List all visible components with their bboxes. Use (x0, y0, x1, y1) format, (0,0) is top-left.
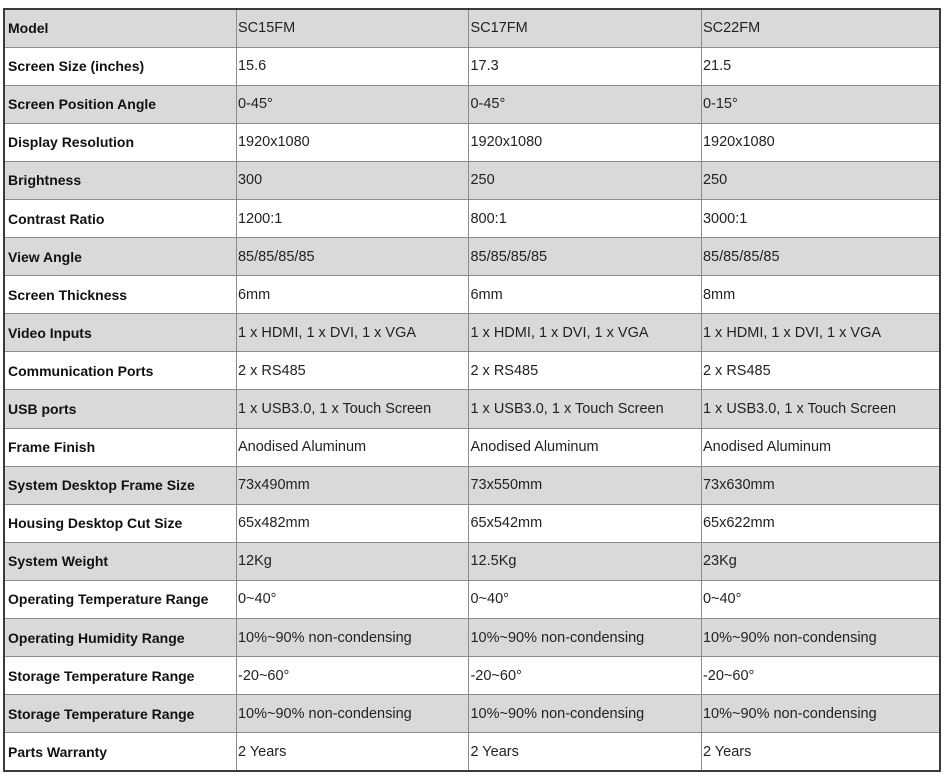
spec-table-body (4, 9, 940, 771)
table-row (4, 47, 940, 85)
spec-value-cell: 17.3 (469, 47, 701, 85)
row-label: USB ports (4, 390, 236, 428)
spec-value-cell: 800:1 (469, 199, 701, 237)
row-label: System Desktop Frame Size (4, 466, 236, 504)
table-row (4, 428, 940, 466)
row-label: Screen Position Angle (4, 85, 236, 123)
spec-value-cell: 23Kg (701, 542, 940, 580)
spec-value-cell: 0-45° (236, 85, 468, 123)
spec-value-cell: 250 (469, 161, 701, 199)
spec-value-cell: 10%~90% non-condensing (236, 695, 468, 733)
spec-value-cell: 2 x RS485 (701, 352, 940, 390)
table-row (4, 733, 940, 771)
spec-value-cell: 0~40° (236, 580, 468, 618)
spec-value-cell: 73x630mm (701, 466, 940, 504)
row-label: Display Resolution (4, 123, 236, 161)
table-row (4, 466, 940, 504)
row-label: Video Inputs (4, 314, 236, 352)
spec-value-cell: 10%~90% non-condensing (469, 695, 701, 733)
spec-value-cell: -20~60° (469, 657, 701, 695)
spec-value-cell: 1 x USB3.0, 1 x Touch Screen (469, 390, 701, 428)
spec-value-cell: 2 x RS485 (469, 352, 701, 390)
row-label: System Weight (4, 542, 236, 580)
spec-value-cell: 85/85/85/85 (236, 238, 468, 276)
spec-value-cell: 1 x HDMI, 1 x DVI, 1 x VGA (236, 314, 468, 352)
spec-value-cell: 3000:1 (701, 199, 940, 237)
spec-value-cell: 73x490mm (236, 466, 468, 504)
row-label: View Angle (4, 238, 236, 276)
spec-value-cell: 300 (236, 161, 468, 199)
spec-value-cell: 12.5Kg (469, 542, 701, 580)
spec-value-cell: 2 Years (236, 733, 468, 771)
spec-value-cell: 65x482mm (236, 504, 468, 542)
spec-value-cell: 8mm (701, 276, 940, 314)
spec-value-cell: 10%~90% non-condensing (469, 619, 701, 657)
spec-value-cell: 1 x HDMI, 1 x DVI, 1 x VGA (469, 314, 701, 352)
spec-value-cell: 65x622mm (701, 504, 940, 542)
spec-value-cell: Anodised Aluminum (701, 428, 940, 466)
spec-value-cell: 10%~90% non-condensing (236, 619, 468, 657)
spec-value-cell: Anodised Aluminum (469, 428, 701, 466)
spec-value-cell: -20~60° (236, 657, 468, 695)
table-header-row (4, 9, 940, 47)
spec-value-cell: 1920x1080 (469, 123, 701, 161)
spec-value-cell: 65x542mm (469, 504, 701, 542)
table-row (4, 199, 940, 237)
model-cell: SC15FM (236, 9, 468, 47)
spec-value-cell: 1 x USB3.0, 1 x Touch Screen (701, 390, 940, 428)
spec-value-cell: 15.6 (236, 47, 468, 85)
table-row (4, 695, 940, 733)
spec-value-cell: 1200:1 (236, 199, 468, 237)
spec-value-cell: 2 x RS485 (236, 352, 468, 390)
spec-value-cell: 10%~90% non-condensing (701, 619, 940, 657)
spec-value-cell: 6mm (236, 276, 468, 314)
row-label: Contrast Ratio (4, 199, 236, 237)
spec-value-cell: 2 Years (469, 733, 701, 771)
table-row (4, 619, 940, 657)
row-label: Storage Temperature Range (4, 657, 236, 695)
table-row (4, 542, 940, 580)
table-row (4, 85, 940, 123)
spec-table (3, 8, 941, 772)
table-row (4, 390, 940, 428)
table-row (4, 161, 940, 199)
spec-value-cell: 85/85/85/85 (469, 238, 701, 276)
spec-value-cell: 6mm (469, 276, 701, 314)
spec-value-cell: 2 Years (701, 733, 940, 771)
table-row (4, 276, 940, 314)
spec-value-cell: 85/85/85/85 (701, 238, 940, 276)
model-cell: SC17FM (469, 9, 701, 47)
row-label: Operating Temperature Range (4, 580, 236, 618)
table-row (4, 123, 940, 161)
table-row (4, 238, 940, 276)
spec-value-cell: 0-15° (701, 85, 940, 123)
table-row (4, 314, 940, 352)
table-row (4, 352, 940, 390)
row-label: Screen Thickness (4, 276, 236, 314)
table-row (4, 657, 940, 695)
row-label: Communication Ports (4, 352, 236, 390)
row-label: Operating Humidity Range (4, 619, 236, 657)
row-label: Housing Desktop Cut Size (4, 504, 236, 542)
spec-value-cell: 0~40° (469, 580, 701, 618)
spec-value-cell: 0~40° (701, 580, 940, 618)
row-label: Parts Warranty (4, 733, 236, 771)
spec-value-cell: 250 (701, 161, 940, 199)
spec-value-cell: -20~60° (701, 657, 940, 695)
table-row (4, 580, 940, 618)
row-label: Storage Temperature Range (4, 695, 236, 733)
spec-value-cell: 1 x HDMI, 1 x DVI, 1 x VGA (701, 314, 940, 352)
spec-value-cell: Anodised Aluminum (236, 428, 468, 466)
row-label: Brightness (4, 161, 236, 199)
row-label: Frame Finish (4, 428, 236, 466)
model-cell: SC22FM (701, 9, 940, 47)
row-label: Screen Size (inches) (4, 47, 236, 85)
spec-value-cell: 10%~90% non-condensing (701, 695, 940, 733)
spec-value-cell: 12Kg (236, 542, 468, 580)
spec-value-cell: 1 x USB3.0, 1 x Touch Screen (236, 390, 468, 428)
spec-value-cell: 1920x1080 (236, 123, 468, 161)
spec-value-cell: 21.5 (701, 47, 940, 85)
table-row (4, 504, 940, 542)
row-label: Model (4, 9, 236, 47)
spec-value-cell: 1920x1080 (701, 123, 940, 161)
spec-value-cell: 73x550mm (469, 466, 701, 504)
spec-value-cell: 0-45° (469, 85, 701, 123)
